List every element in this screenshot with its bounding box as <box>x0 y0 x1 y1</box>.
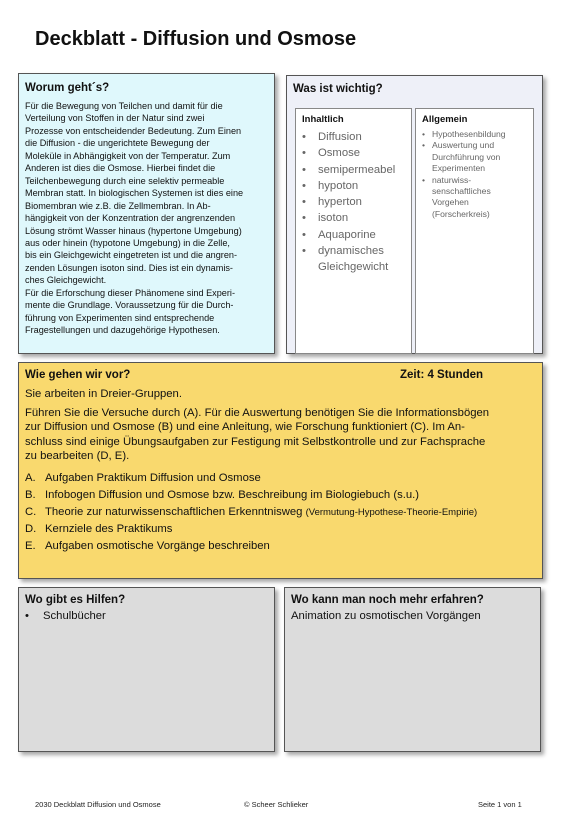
list-letter: A. <box>25 471 36 484</box>
vorgehen-paragraph: Führen Sie die Versuche durch (A). Für die Auswertung benötigen Sie die Informationsbögen zur Diffusion und Osmose (B) und eine Anleitung, wie Forschung funktioniert (C). Im An- schluss sind einige Übungsaufgaben zur Festigung mit Selbstkontrolle und zur Fachsprache zu bearbeiten (D, E). <box>25 406 490 463</box>
bullet: • <box>25 610 29 622</box>
list-item: • Hypothesenbildung <box>422 129 527 140</box>
allgemein-heading: Allgemein <box>422 114 468 125</box>
list-item-text: Theorie zur naturwissenschaftlichen Erkenntnisweg <box>45 505 306 518</box>
list-item: • isoton <box>302 210 405 226</box>
list-item: • semipermeabel <box>302 162 405 178</box>
list-item: • Diffusion <box>302 129 405 145</box>
worum-text: Für die Bewegung von Teilchen und damit für die Verteilung von Stoffen in der Natur sind zwei Prozesse von entscheidender Bedeutung. Zum Einen die Diffusion - die ungerichtete Bewegung der Moleküle in Abhängigkeit von der Temperatur. Zum Anderen ist dies die Osmose. Hierbei findet die Teilchenbewegung durch eine selektiv permeable Membran statt. In biologischen Systemen ist dies eine Biomembran wie z.B. die Zellmembran. In Ab- hängigkeit von der Konzentration der angrenzenden Lösung strömt Wasser hinaus (hypertone Umgebung) aus oder hinein (hypotone Umgebung) in die Zelle, bis ein Gleichgewicht eingetreten ist und die angren- zenden Lösungen isoton sind. Dies ist ein dynamis- ches Gleichgewicht. Für die Erforschung dieser Phänomene sind Experi- mente die Grundlage. Voraussetzung für die Durch- führung von Experimenten sind entsprechende Fragestellungen und dazugehörige Hypothesen. <box>25 101 244 336</box>
hilfen-item-text: Schulbücher <box>43 610 106 622</box>
inhaltlich-heading: Inhaltlich <box>302 114 344 125</box>
list-item: • Osmose <box>302 145 405 161</box>
list-item: • Auswertung und Durchführung von Experimenten <box>422 140 527 174</box>
list-letter: D. <box>25 523 37 536</box>
vorgehen-box <box>18 362 543 579</box>
footer-right: Seite 1 von 1 <box>478 800 522 809</box>
list-item <box>25 504 536 522</box>
vorgehen-list <box>25 470 536 555</box>
list-item: • hyperton <box>302 194 405 210</box>
footer-left: 2030 Deckblatt Diffusion und Osmose <box>35 800 161 809</box>
mehr-box <box>284 587 541 752</box>
hilfen-heading: Wo gibt es Hilfen? <box>25 594 126 606</box>
hilfen-item <box>25 609 268 623</box>
list-item <box>25 487 536 504</box>
vorgehen-header <box>25 369 536 384</box>
list-item: • Aquaporine <box>302 227 405 243</box>
list-item-text: Kernziele des Praktikums <box>45 523 173 536</box>
list-item-note: (Vermutung-Hypothese-Theorie-Empirie) <box>305 506 478 518</box>
allgemein-list <box>422 129 527 220</box>
inhaltlich-list <box>302 129 405 276</box>
list-item: • hypoton <box>302 178 405 194</box>
list-letter: C. <box>25 505 37 518</box>
worum-heading: Worum geht´s? <box>25 82 110 94</box>
list-item-text: Infobogen Diffusion und Osmose bzw. Beschreibung im Biologiebuch (s.u.) <box>45 488 420 501</box>
wichtig-box <box>286 75 543 354</box>
mehr-heading: Wo kann man noch mehr erfahren? <box>291 594 484 606</box>
list-letter: E. <box>25 540 36 553</box>
footer-center: © Scheer Schlieker <box>244 800 309 809</box>
list-item-text: Aufgaben Praktikum Diffusion und Osmose <box>45 471 261 484</box>
list-item <box>25 521 536 538</box>
vorgehen-zeit: Zeit: 4 Stunden <box>400 369 484 381</box>
list-item <box>25 538 536 555</box>
worum-box <box>18 73 275 354</box>
list-item: • naturwiss-senschaftliches Vorgehen (Forscherkreis) <box>422 175 527 221</box>
page-title: Deckblatt - Diffusion und Osmose <box>35 28 357 50</box>
list-item: • dynamisches Gleichgewicht <box>302 243 405 276</box>
inhaltlich-box <box>295 108 412 354</box>
list-letter: B. <box>25 488 36 501</box>
wichtig-heading: Was ist wichtig? <box>293 83 383 95</box>
mehr-text: Animation zu osmotischen Vorgängen <box>291 610 481 622</box>
hilfen-box <box>18 587 275 752</box>
list-item-text: Aufgaben osmotische Vorgänge beschreiben <box>45 540 270 553</box>
vorgehen-intro: Sie arbeiten in Dreier-Gruppen. <box>25 388 182 400</box>
vorgehen-heading: Wie gehen wir vor? <box>25 369 131 381</box>
list-item <box>25 470 536 487</box>
allgemein-box <box>415 108 534 354</box>
